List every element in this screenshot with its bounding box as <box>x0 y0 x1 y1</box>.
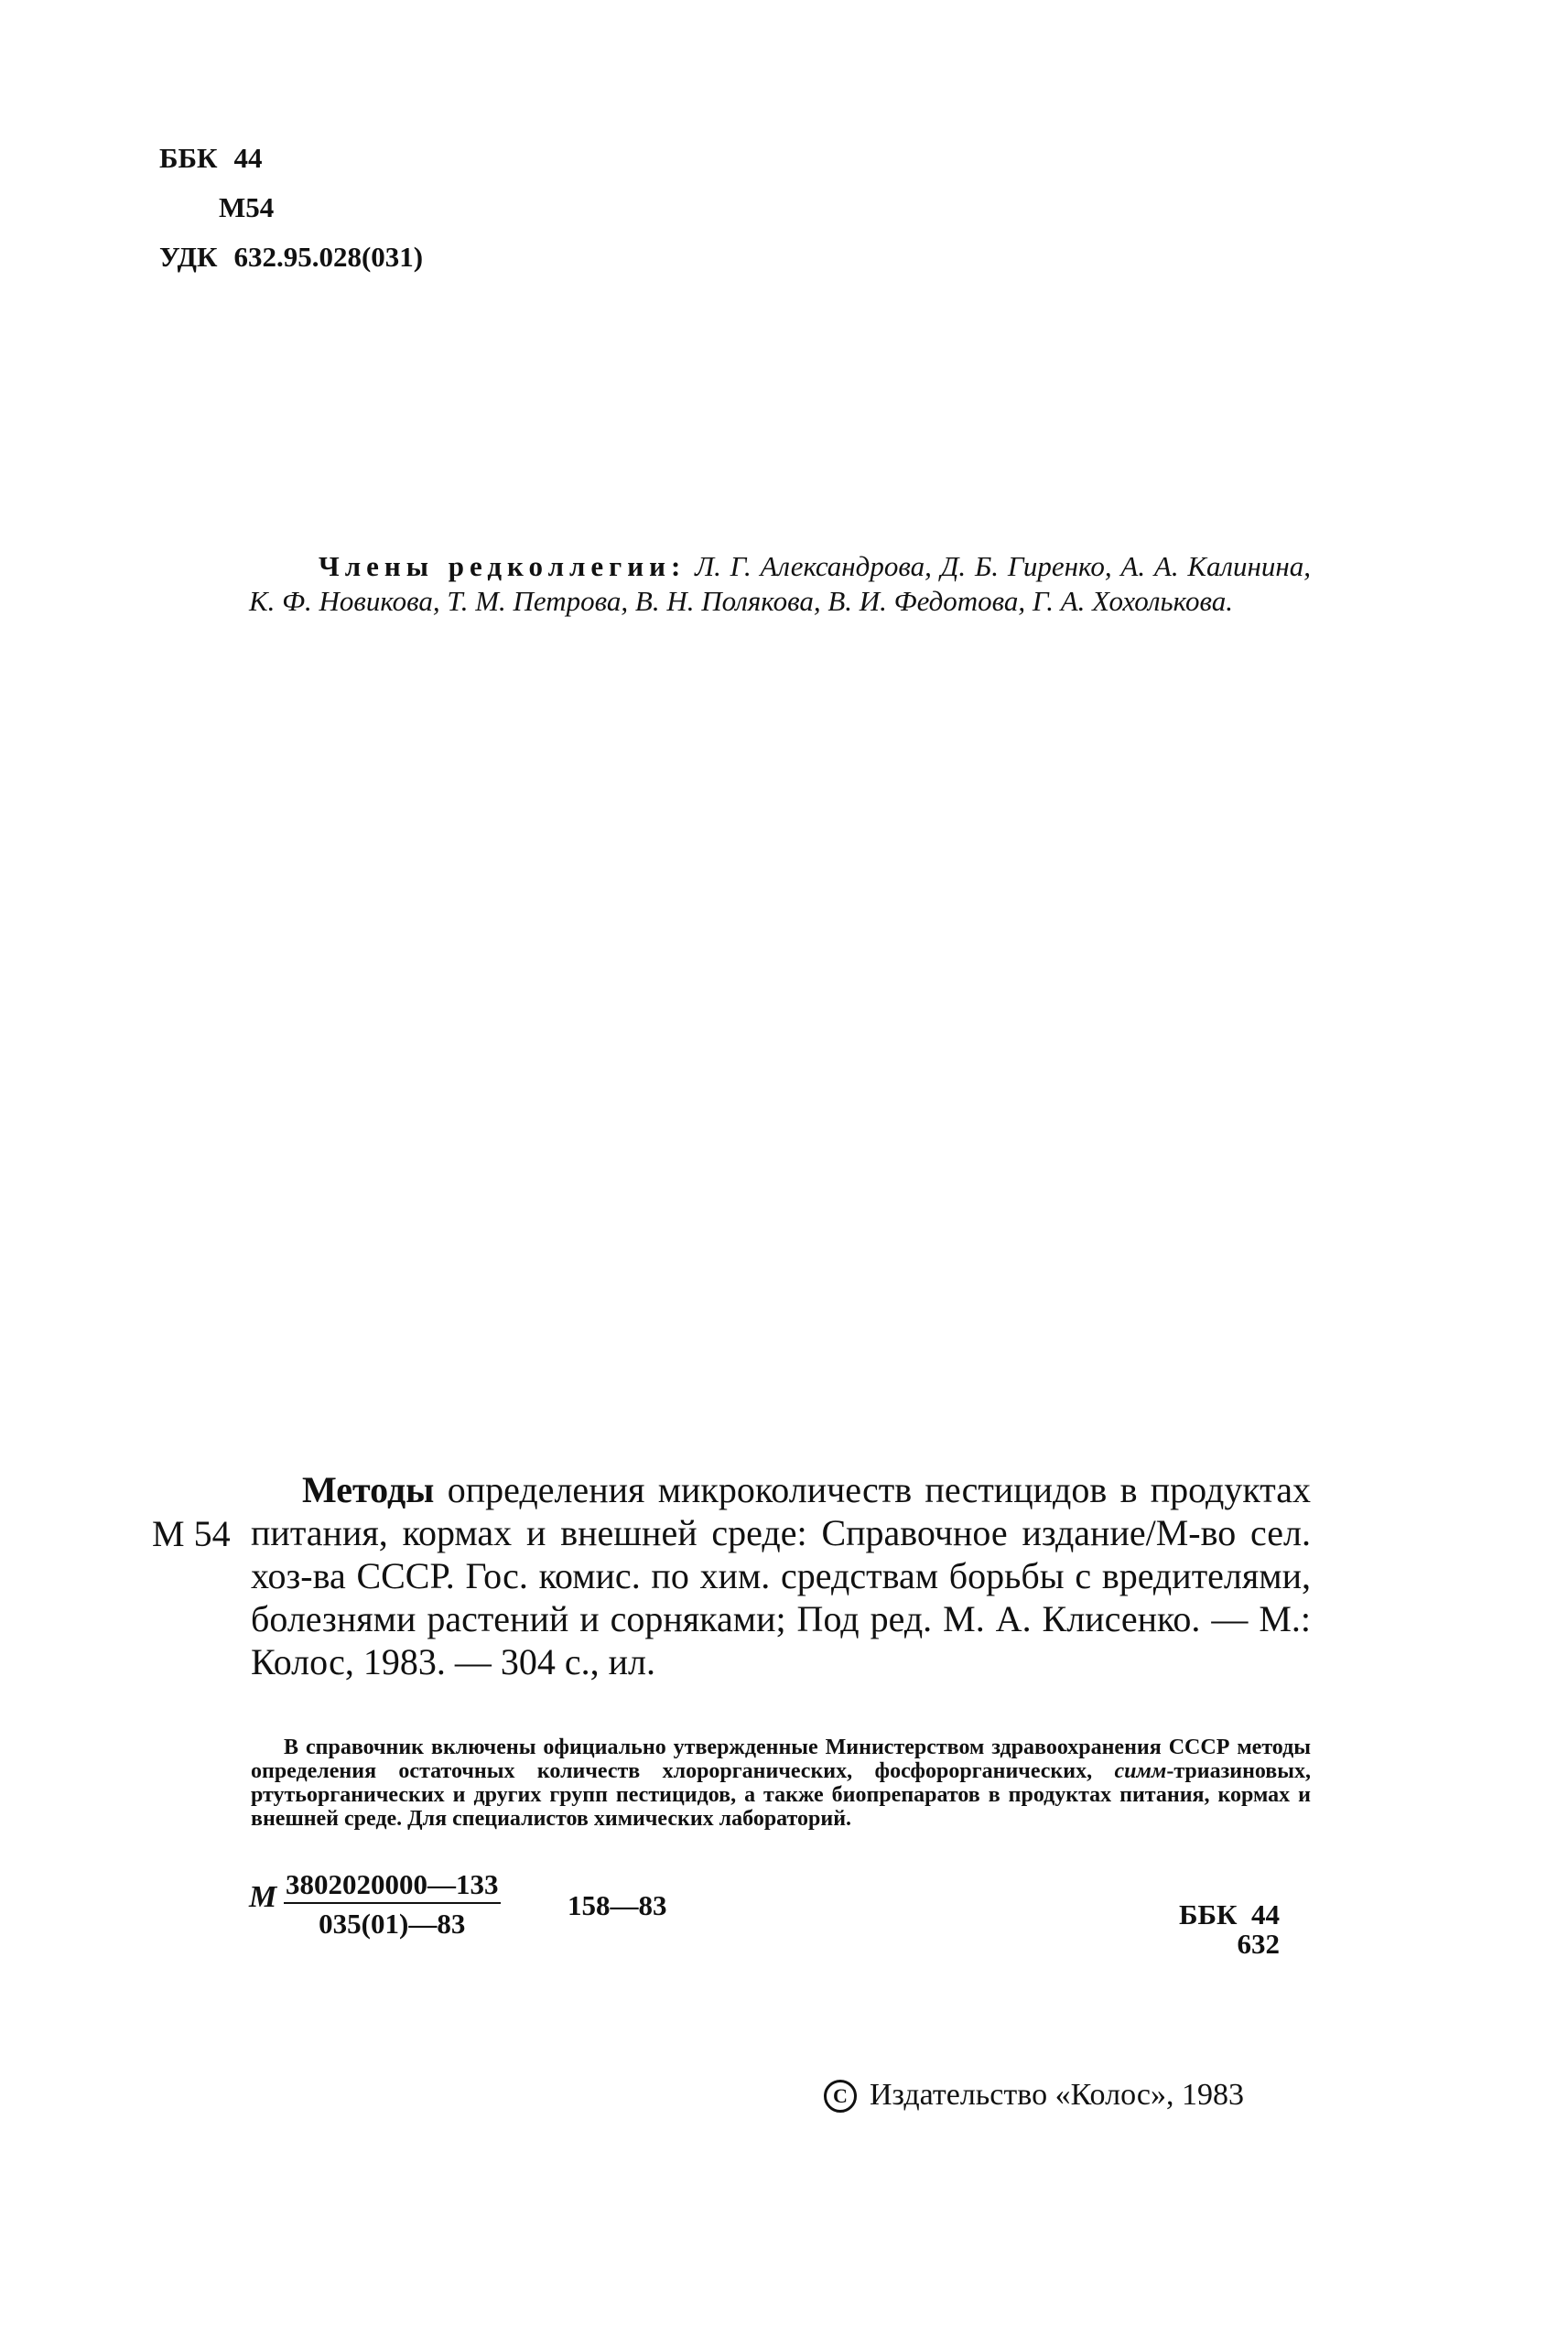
classification-codes <box>159 134 423 282</box>
abstract-italic-term: симм <box>1114 1759 1167 1783</box>
udk-label: УДК <box>159 241 218 273</box>
bbk-bottom-sub: 632 <box>1237 1928 1280 1960</box>
catalog-abstract <box>251 1736 1311 1831</box>
fraction-numerator: 3802020000—133 <box>284 1869 501 1904</box>
bbk-label: ББК <box>159 142 218 174</box>
bbk-bottom-value: 44 <box>1250 1898 1280 1930</box>
fraction-letter: М <box>249 1880 277 1914</box>
copyright-line <box>824 2078 1244 2113</box>
editorial-board-label: Члены редколлегии: <box>319 550 687 582</box>
catalog-description: определения микроколичеств пестицидов в продуктах питания, кормах и внешней среде: Справочное издание/М-во сел. хоз-ва СССР. Гос. комис. по хим. средствам борьбы с вредителями, болезнями растений и сорняками; Под ред. М. А. Клисенко. — М.: Колос, 1983. — 304 с., ил. <box>251 1469 1311 1682</box>
abstract-part-1: В справочник включены официально утвержденные Министерством здравоохранения СССР методы определения остаточных количеств хлорорганических, фосфорорганических, <box>251 1736 1311 1783</box>
fraction-denominator: 035(01)—83 <box>319 1908 466 1940</box>
editorial-board <box>249 549 1311 619</box>
bbk-bottom-code <box>1179 1900 1280 1959</box>
catalog-title: Методы <box>302 1469 435 1510</box>
udk-code-row <box>159 232 423 282</box>
editorial-board-names: Л. Г. Александрова, Д. Б. Гиренко, А. А. Калинина, К. Ф. Новикова, Т. М. Петрова, В. Н. Полякова, В. И. Федотова, Г. А. Хохолькова. <box>249 550 1312 617</box>
bbk-bottom-label: ББК <box>1179 1898 1238 1930</box>
abstract-part-2: -триазиновых, ртутьорганических и других групп пестицидов, а также биопрепаратов в продуктах питания, кормах и внешней среде. Для специалистов химических лабораторий. <box>251 1759 1311 1831</box>
catalog-card-description <box>251 1468 1311 1683</box>
author-mark: М54 <box>219 191 275 223</box>
bbk-value: 44 <box>233 142 263 174</box>
bbk-bottom-row <box>1179 1900 1280 1930</box>
udk-value: 632.95.028(031) <box>233 241 424 273</box>
bbk-code-row <box>159 134 423 183</box>
copyright-icon: C <box>824 2080 857 2113</box>
publishing-index-fraction <box>284 1869 501 1942</box>
copyright-text: Издательство «Колос», 1983 <box>870 2078 1245 2112</box>
order-number: 158—83 <box>568 1889 667 1921</box>
catalog-author-mark: М 54 <box>152 1513 231 1554</box>
